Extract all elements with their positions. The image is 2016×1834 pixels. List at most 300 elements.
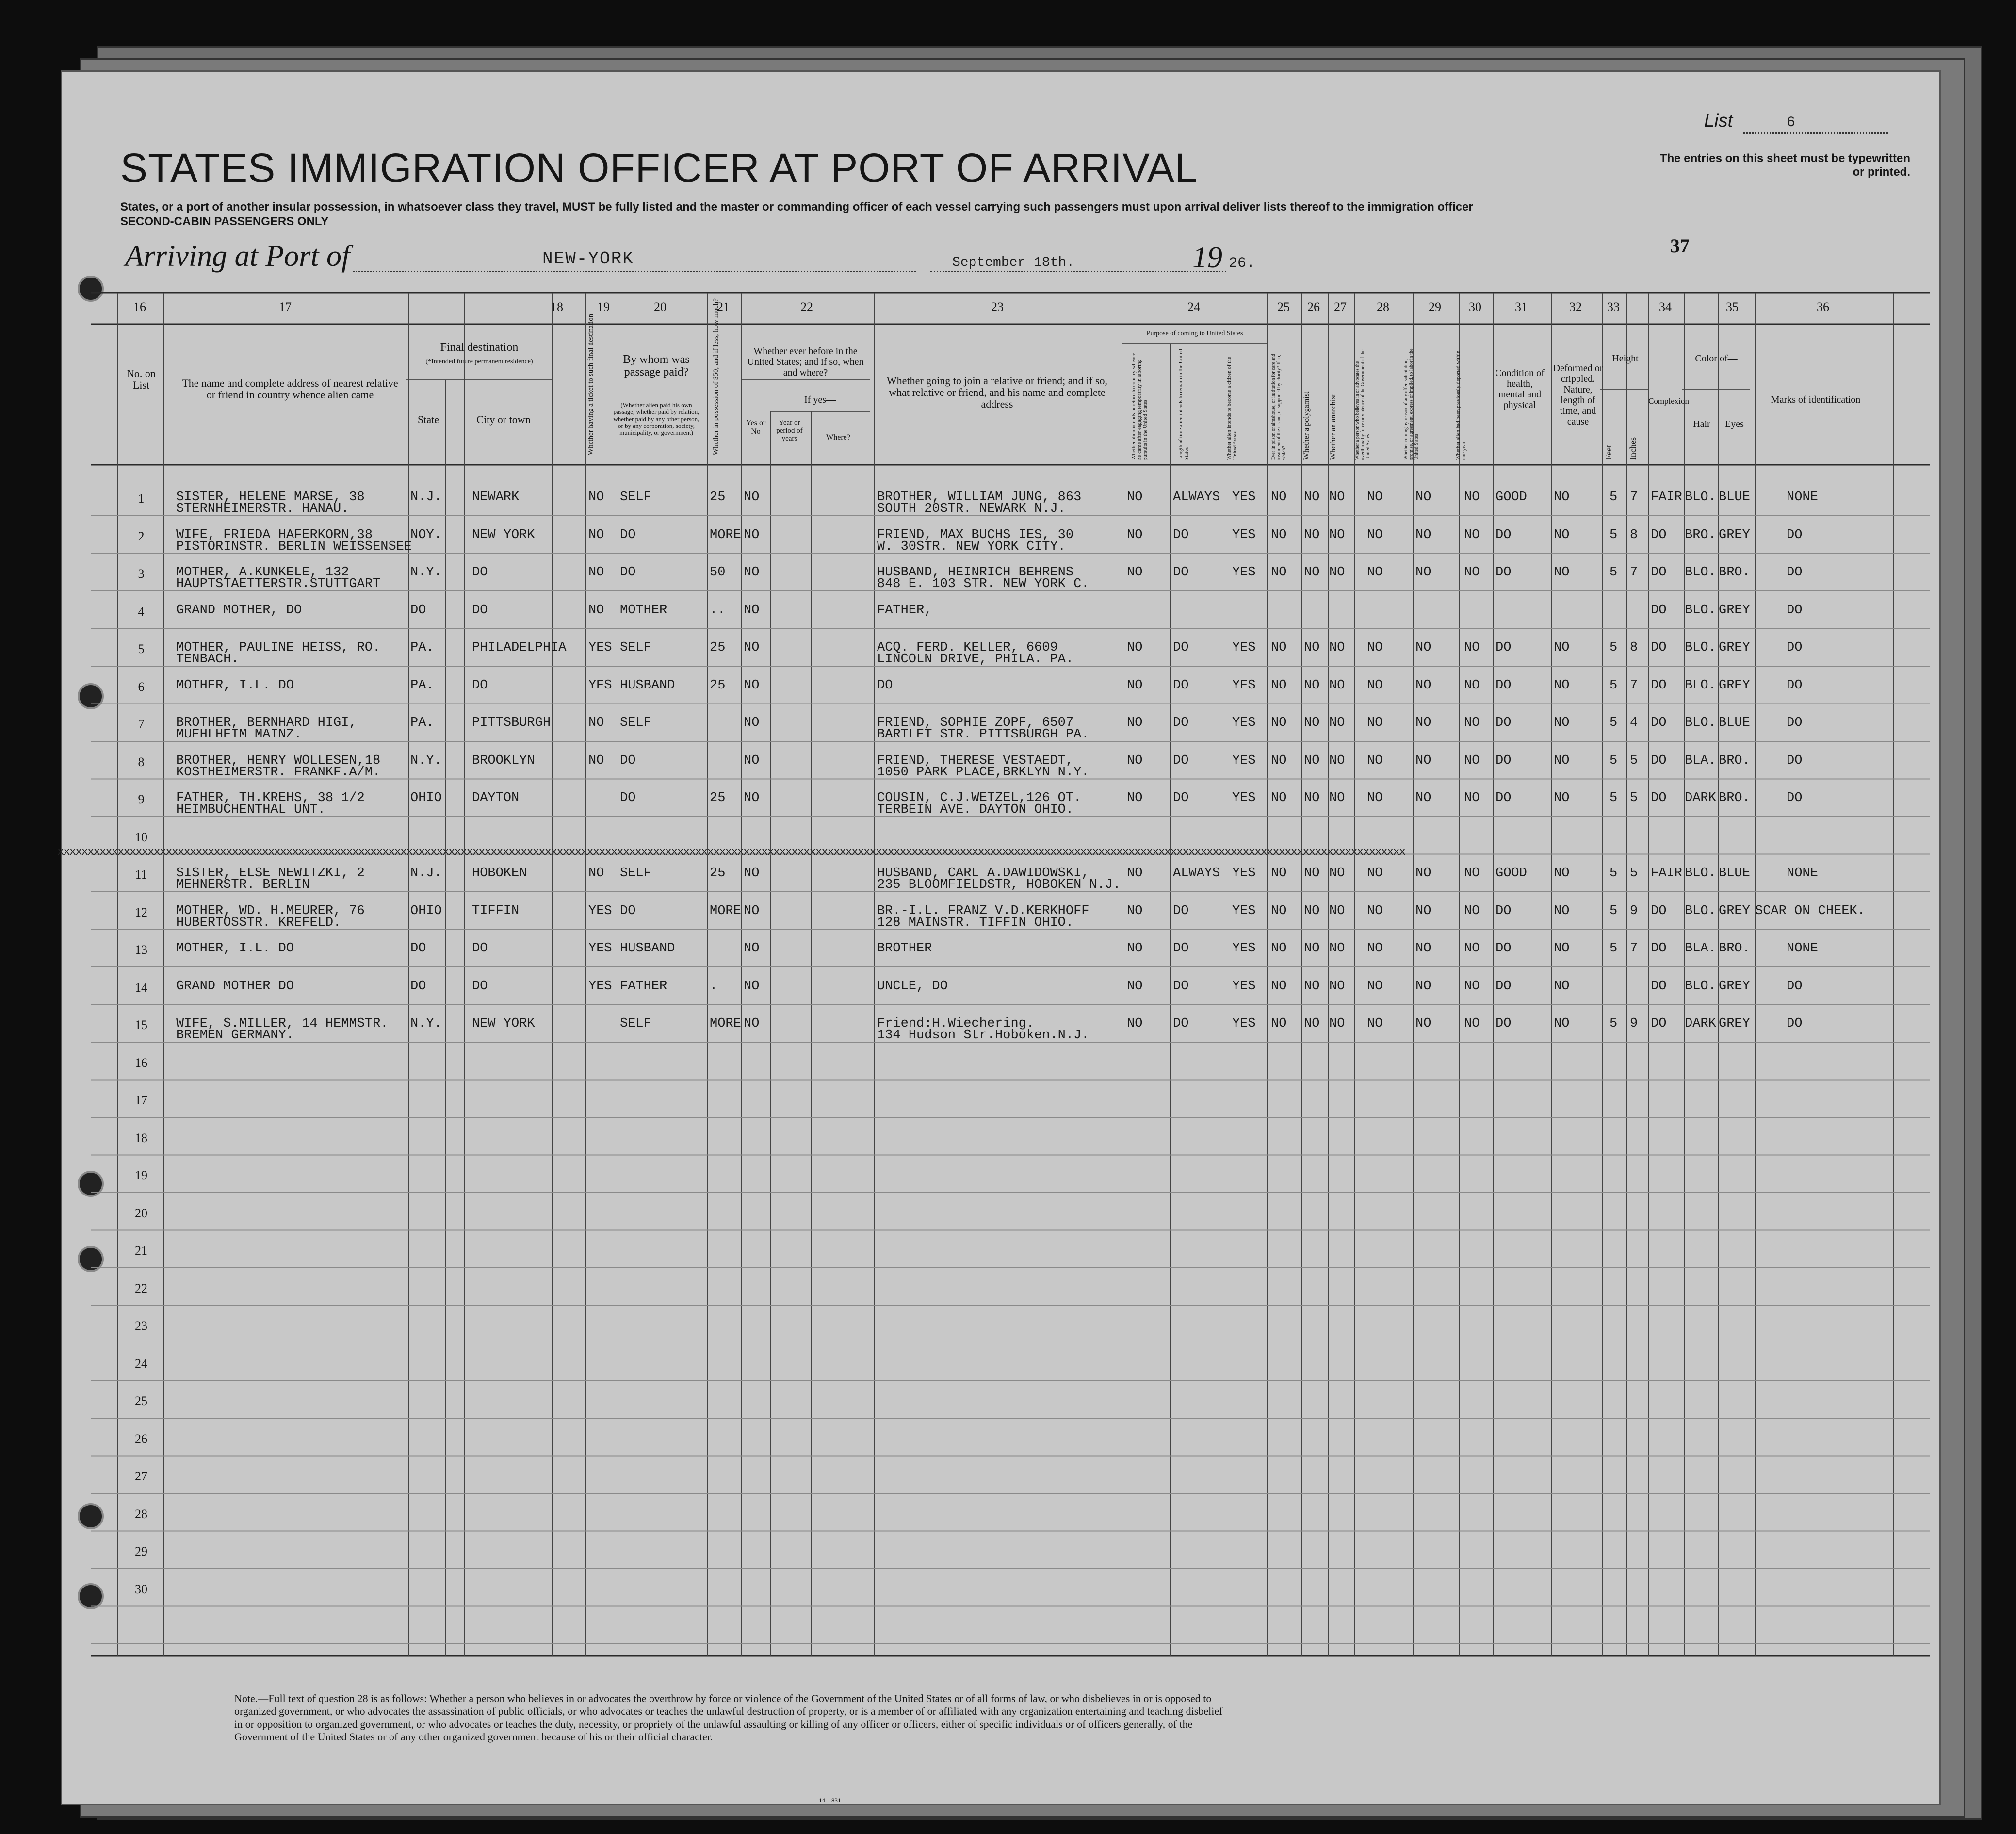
cell-eyes: BLUE <box>1719 716 1750 730</box>
cell-c27: NO <box>1329 903 1345 918</box>
header-final-destination: Final destination <box>440 341 519 354</box>
cell-city1: NEW YORK <box>472 1016 535 1031</box>
cell-hair: BLO. <box>1685 640 1716 655</box>
cell-c30: NO <box>1464 565 1480 580</box>
cell-c26: NO <box>1304 903 1320 918</box>
list-number: 6 <box>1787 115 1796 131</box>
cell-p1: NO <box>1127 565 1143 580</box>
cell-deformed: NO <box>1554 791 1570 805</box>
row-number: 16 <box>135 1055 147 1070</box>
cell-rel1: SISTER, ELSE NEWITZKI, 2 <box>176 866 365 881</box>
cell-feet: 5 <box>1610 903 1618 918</box>
cell-hair: BLO. <box>1685 979 1716 994</box>
column-number: 22 <box>800 300 813 314</box>
cell-hair: BLO. <box>1685 565 1716 580</box>
cell-marks: DO <box>1787 979 1803 994</box>
cell-join2: 1050 PARK PLACE,BRKLYN N.Y. <box>877 765 1089 780</box>
cell-eyes: GREY <box>1719 1016 1750 1031</box>
cell-health: DO <box>1496 979 1512 994</box>
row-number: 6 <box>138 679 145 694</box>
cell-rel2: HAUPTSTAETTERSTR.STUTTGART <box>176 577 381 591</box>
cell-p1: NO <box>1127 979 1143 994</box>
cell-deformed: NO <box>1554 753 1570 768</box>
row-number: 28 <box>135 1506 147 1521</box>
cell-rel1: GRAND MOTHER DO <box>176 979 294 994</box>
cell-paid: HUSBAND <box>620 678 675 693</box>
cell-c27: NO <box>1329 791 1345 805</box>
header-condition: Condition of health, mental and physical <box>1495 368 1545 410</box>
cell-rel1: MOTHER, I.L. DO <box>176 941 294 956</box>
header-height: Height <box>1612 353 1639 364</box>
footnote: Note.—Full text of question 28 is as follows: Whether a person who believes in or advocates the overthrow by force or violence of the Government of the United States or of all forms of law, or who disbelieves in or is opposed to organized government, or who advocates the assassination of public officials, or who advocates or teaches the unlawful destruction of property, or is a member of or affiliated with any organization entertaining and teaching disbelief in or opposition to organized government, or who advocates or teaches the duty, necessity, or propriety of the unlawful assaulting or killing of any officer or officers, either of specific individuals or of officers generally, of the Government of the United States or of any other organized government because of his or their official character. <box>234 1692 1223 1743</box>
cell-p2: ALWAYS <box>1173 490 1220 505</box>
cell-c29: NO <box>1415 490 1431 505</box>
cell-join1: HUSBAND, CARL A.DAWIDOWSKI, <box>877 866 1089 881</box>
cell-p1: NO <box>1127 1016 1143 1031</box>
cell-city1: PHILADELPHIA <box>472 640 567 655</box>
cell-complexion: DO <box>1651 716 1667 730</box>
cell-hair: BLA. <box>1685 941 1716 956</box>
cell-inches: 7 <box>1630 490 1638 505</box>
header-marks: Marks of identification <box>1771 394 1861 405</box>
cell-complexion: DO <box>1651 603 1667 618</box>
header-paid-by-note: (Whether alien paid his own passage, whether paid by relation, whether paid by any other person, or by any corporation, society, municipality, or government) <box>613 401 699 437</box>
cell-p3: YES <box>1232 527 1256 542</box>
cell-c29: NO <box>1415 979 1431 994</box>
cell-health: DO <box>1496 716 1512 730</box>
cell-rel1: SISTER, HELENE MARSE, 38 <box>176 490 365 505</box>
cell-money: .. <box>710 603 726 618</box>
cell-c25: NO <box>1271 903 1287 918</box>
cell-hair: BLO. <box>1685 866 1716 881</box>
row-number: 2 <box>138 529 145 543</box>
cell-c28: NO <box>1367 527 1383 542</box>
cell-p2: DO <box>1173 753 1189 768</box>
cell-rel1: WIFE, FRIEDA HAFERKORN,38 <box>176 527 373 542</box>
cell-complexion: DO <box>1651 979 1667 994</box>
cell-c25: NO <box>1271 490 1287 505</box>
cell-c28: NO <box>1367 716 1383 730</box>
cell-hair: BLA. <box>1685 753 1716 768</box>
cell-paid: DO <box>620 565 636 580</box>
cell-health: DO <box>1496 791 1512 805</box>
row-number: 10 <box>135 830 147 844</box>
struck-out-row-marks: xxxxxxxxxxxxxxxxxxxxxxxxxxxxxxxxxxxxxxxxxxxxxxxxxxxxxxxxxxxxxxxxxxxxxxxxxxxxxxxxxxxxxxxxxxxxxxxxxxxxxxxxxxxxxxxxxxxxxxxxxxxxxxxxxxxxxxxxxxxxxxxxxxxxxxxxxxxxxxxxxxxxxxxxxxxxxxxxxxxxxxxxxxxxxxxxxxxxxxxxxxxxxxxxxxxxxxxxxxxxxxxx <box>57 846 1405 859</box>
header-q30: Whether alien had been previously deported within one year <box>1455 350 1467 460</box>
cell-before: NO <box>744 903 760 918</box>
cell-inches: 5 <box>1630 866 1638 881</box>
cell-p3: YES <box>1232 640 1256 655</box>
cell-deformed: NO <box>1554 941 1570 956</box>
year-suffix: 26. <box>1229 255 1255 272</box>
cell-rel2: HEIMBUCHENTHAL UNT. <box>176 802 325 817</box>
header-prison: Ever in prison or almshouse, or institution for care and treatment of the insane, or supported by charity? If so, which? <box>1271 354 1287 460</box>
cell-money: 25 <box>710 640 726 655</box>
cell-c27: NO <box>1329 527 1345 542</box>
column-number: 28 <box>1377 300 1389 314</box>
row-number: 25 <box>135 1394 147 1408</box>
cell-ticket: YES <box>588 903 612 918</box>
cell-c29: NO <box>1415 791 1431 805</box>
cell-p1: NO <box>1127 678 1143 693</box>
cell-join1: FRIEND, SOPHIE ZOPF, 6507 <box>877 716 1074 730</box>
cell-paid: DO <box>620 527 636 542</box>
cell-p3: YES <box>1232 490 1256 505</box>
cell-c29: NO <box>1415 1016 1431 1031</box>
cell-c29: NO <box>1415 753 1431 768</box>
cell-rel1: BROTHER, BERNHARD HIGI, <box>176 716 357 730</box>
cell-join1: FATHER, <box>877 603 932 618</box>
cell-join1: UNCLE, DO <box>877 979 948 994</box>
cell-city1: NEW YORK <box>472 527 535 542</box>
cell-p2: DO <box>1173 565 1189 580</box>
row-number: 11 <box>135 868 147 882</box>
cell-marks: DO <box>1787 716 1803 730</box>
cell-ticket: YES <box>588 640 612 655</box>
column-number: 36 <box>1817 300 1829 314</box>
cell-before: NO <box>744 603 760 618</box>
header-if-yes: If yes— <box>804 394 836 405</box>
cell-c25: NO <box>1271 791 1287 805</box>
column-number: 32 <box>1569 300 1582 314</box>
cell-eyes: BRO. <box>1719 791 1750 805</box>
column-number: 24 <box>1187 300 1200 314</box>
cell-paid: SELF <box>620 866 651 881</box>
cell-complexion: DO <box>1651 678 1667 693</box>
cell-inches: 7 <box>1630 941 1638 956</box>
cell-deformed: NO <box>1554 527 1570 542</box>
cell-marks: DO <box>1787 565 1803 580</box>
cell-p2: DO <box>1173 527 1189 542</box>
header-complexion: Complexion <box>1648 396 1690 406</box>
header-feet: Feet <box>1604 445 1613 460</box>
column-number: 20 <box>654 300 667 314</box>
cell-c25: NO <box>1271 979 1287 994</box>
cell-p3: YES <box>1232 565 1256 580</box>
cell-marks: NONE <box>1787 490 1818 505</box>
cell-c26: NO <box>1304 678 1320 693</box>
column-number: 17 <box>279 300 292 314</box>
cell-hair: BRO. <box>1685 527 1716 542</box>
cell-ticket: NO <box>588 716 604 730</box>
cell-inches: 4 <box>1630 716 1638 730</box>
cell-money: 25 <box>710 866 726 881</box>
header-purpose-a: Whether alien intends to return to country whence he came after engaging temporarily in laboring pursuits in the United States <box>1131 353 1148 460</box>
row-number: 12 <box>135 905 147 919</box>
cell-join1: COUSIN, C.J.WETZEL,126 OT. <box>877 791 1082 805</box>
header-money: Whether in possession of $50, and if less, how much? <box>712 298 720 455</box>
cell-c25: NO <box>1271 716 1287 730</box>
cell-ticket: NO <box>588 527 604 542</box>
cell-rel2: MEHNERSTR. BERLIN <box>176 878 310 892</box>
header-city: City or town <box>476 413 531 426</box>
cell-money: 50 <box>710 565 726 580</box>
cell-join2: 848 E. 103 STR. NEW YORK C. <box>877 577 1089 591</box>
cell-money: MORE <box>710 527 741 542</box>
row-number: 19 <box>135 1168 147 1182</box>
cell-health: DO <box>1496 753 1512 768</box>
cell-p1: NO <box>1127 527 1143 542</box>
cell-eyes: BLUE <box>1719 866 1750 881</box>
cell-eyes: GREY <box>1719 979 1750 994</box>
cell-city1: DO <box>472 678 488 693</box>
cell-feet: 5 <box>1610 1016 1618 1031</box>
row-number: 17 <box>135 1093 147 1107</box>
cell-c29: NO <box>1415 640 1431 655</box>
cell-health: DO <box>1496 1016 1512 1031</box>
cell-state: PA. <box>410 640 434 655</box>
cell-feet: 5 <box>1610 640 1618 655</box>
cell-eyes: BRO. <box>1719 565 1750 580</box>
cell-c26: NO <box>1304 866 1320 881</box>
cell-paid: MOTHER <box>620 603 667 618</box>
cell-feet: 5 <box>1610 941 1618 956</box>
cell-join1: FRIEND, THERESE VESTAEDT, <box>877 753 1074 768</box>
cell-feet: 5 <box>1610 678 1618 693</box>
header-where: Where? <box>826 433 850 442</box>
cell-before: NO <box>744 716 760 730</box>
header-polygamist: Whether a polygamist <box>1302 391 1311 460</box>
cell-city1: DAYTON <box>472 791 520 805</box>
cell-state: DO <box>410 941 426 956</box>
cell-eyes: GREY <box>1719 527 1750 542</box>
cell-state: OHIO <box>410 791 442 805</box>
cell-complexion: DO <box>1651 903 1667 918</box>
cell-p1: NO <box>1127 716 1143 730</box>
cell-state: PA. <box>410 678 434 693</box>
header-final-destination-note: (*Intended future permanent residence) <box>425 358 533 365</box>
cell-marks: NONE <box>1787 941 1818 956</box>
cell-c29: NO <box>1415 903 1431 918</box>
cell-complexion: DO <box>1651 527 1667 542</box>
cell-rel1: MOTHER, A.KUNKELE, 132 <box>176 565 349 580</box>
cell-p2: DO <box>1173 678 1189 693</box>
cell-p1: NO <box>1127 490 1143 505</box>
cell-join1: ACQ. FERD. KELLER, 6609 <box>877 640 1058 655</box>
row-number: 22 <box>135 1281 147 1295</box>
cell-c29: NO <box>1415 565 1431 580</box>
header-q28: Whether a person who believes in or advocates the overthrow by force or violence of the Government of the United States <box>1355 349 1371 460</box>
cell-before: NO <box>744 565 760 580</box>
cell-ticket: NO <box>588 565 604 580</box>
cell-money: 25 <box>710 791 726 805</box>
cell-hair: BLO. <box>1685 716 1716 730</box>
cell-p2: DO <box>1173 791 1189 805</box>
cell-inches: 9 <box>1630 903 1638 918</box>
cell-p3: YES <box>1232 979 1256 994</box>
cell-ticket: YES <box>588 979 612 994</box>
cell-city1: NEWARK <box>472 490 520 505</box>
cell-c29: NO <box>1415 941 1431 956</box>
cell-state: NOY. <box>410 527 442 542</box>
cell-eyes: GREY <box>1719 903 1750 918</box>
cell-ticket: NO <box>588 490 604 505</box>
cell-c27: NO <box>1329 1016 1345 1031</box>
cell-paid: FATHER <box>620 979 667 994</box>
cell-city1: DO <box>472 979 488 994</box>
year-prefix: 19 <box>1192 241 1222 274</box>
row-number: 1 <box>138 491 145 506</box>
cell-hair: DARK <box>1685 1016 1716 1031</box>
row-number: 20 <box>135 1206 147 1220</box>
row-number: 27 <box>135 1469 147 1483</box>
cell-eyes: GREY <box>1719 640 1750 655</box>
row-number: 21 <box>135 1244 147 1258</box>
cell-eyes: GREY <box>1719 603 1750 618</box>
cell-join2: LINCOLN DRIVE, PHILA. PA. <box>877 652 1074 667</box>
cell-c26: NO <box>1304 753 1320 768</box>
cell-p1: NO <box>1127 941 1143 956</box>
header-ticket: Whether having a ticket to such final destination <box>587 313 595 455</box>
cell-rel1: BROTHER, HENRY WOLLESEN,18 <box>176 753 381 768</box>
cell-c30: NO <box>1464 903 1480 918</box>
cell-c27: NO <box>1329 979 1345 994</box>
cell-deformed: NO <box>1554 979 1570 994</box>
cell-state: N.J. <box>410 490 442 505</box>
cell-ticket: YES <box>588 941 612 956</box>
column-number: 25 <box>1277 300 1290 314</box>
cell-state: DO <box>410 979 426 994</box>
cell-feet: 5 <box>1610 716 1618 730</box>
cell-complexion: DO <box>1651 640 1667 655</box>
typewritten-note: The entries on this sheet must be typewritten or printed. <box>1659 152 1910 179</box>
cell-p3: YES <box>1232 678 1256 693</box>
cell-c26: NO <box>1304 716 1320 730</box>
cell-rel1: MOTHER, WD. H.MEURER, 76 <box>176 903 365 918</box>
cell-paid: SELF <box>620 640 651 655</box>
cell-marks: DO <box>1787 678 1803 693</box>
cell-rel2: BREMEN GERMANY. <box>176 1028 294 1043</box>
cell-p3: YES <box>1232 791 1256 805</box>
cell-money: MORE <box>710 903 741 918</box>
cell-c30: NO <box>1464 490 1480 505</box>
cell-hair: BLO. <box>1685 603 1716 618</box>
column-number: 34 <box>1659 300 1672 314</box>
column-number: 21 <box>717 300 730 314</box>
cell-c30: NO <box>1464 979 1480 994</box>
cell-c29: NO <box>1415 527 1431 542</box>
page-subtitle: States, or a port of another insular possession, in whatsoever class they travel, MUST be fully listed and the master or commanding officer of each vessel carrying such passengers must upon arrival deliver lists thereof to the immigration officer <box>120 200 1473 213</box>
cell-join1: BR.-I.L. FRANZ V.D.KERKHOFF <box>877 903 1089 918</box>
cell-paid: HUSBAND <box>620 941 675 956</box>
cell-before: NO <box>744 678 760 693</box>
cell-before: NO <box>744 979 760 994</box>
header-yes-or-no: Yes or No <box>746 419 766 436</box>
form-code: 14—831 <box>819 1797 841 1804</box>
cell-feet: 5 <box>1610 565 1618 580</box>
cell-c29: NO <box>1415 716 1431 730</box>
cell-marks: SCAR ON CHEEK. <box>1755 903 1865 918</box>
cell-c30: NO <box>1464 941 1480 956</box>
cell-state: N.Y. <box>410 565 442 580</box>
header-anarchist: Whether an anarchist <box>1329 394 1337 460</box>
cell-c27: NO <box>1329 565 1345 580</box>
cell-c25: NO <box>1271 753 1287 768</box>
cell-ticket: NO <box>588 603 604 618</box>
cell-inches: 8 <box>1630 640 1638 655</box>
row-number: 3 <box>138 567 145 581</box>
cell-join1: BROTHER <box>877 941 932 956</box>
cell-join2: 134 Hudson Str.Hoboken.N.J. <box>877 1028 1089 1043</box>
cell-c30: NO <box>1464 753 1480 768</box>
cell-p3: YES <box>1232 1016 1256 1031</box>
cell-before: NO <box>744 941 760 956</box>
column-number: 23 <box>991 300 1004 314</box>
cell-c25: NO <box>1271 678 1287 693</box>
row-number: 18 <box>135 1130 147 1145</box>
row-number: 24 <box>135 1356 147 1371</box>
column-number: 16 <box>133 300 146 314</box>
cell-c27: NO <box>1329 490 1345 505</box>
cell-city1: TIFFIN <box>472 903 520 918</box>
cell-hair: BLO. <box>1685 490 1716 505</box>
cell-hair: DARK <box>1685 791 1716 805</box>
cell-rel1: WIFE, S.MILLER, 14 HEMMSTR. <box>176 1016 389 1031</box>
cell-c27: NO <box>1329 941 1345 956</box>
cell-deformed: NO <box>1554 1016 1570 1031</box>
cell-state: N.Y. <box>410 1016 442 1031</box>
header-deformed: Deformed or crippled. Nature, length of time, and cause <box>1553 363 1603 427</box>
column-number: 29 <box>1429 300 1441 314</box>
header-years: Year or period of years <box>776 419 803 442</box>
column-number: 26 <box>1307 300 1320 314</box>
cell-c28: NO <box>1367 979 1383 994</box>
cell-c26: NO <box>1304 640 1320 655</box>
cell-before: NO <box>744 640 760 655</box>
row-number: 13 <box>135 943 147 957</box>
cell-marks: DO <box>1787 527 1803 542</box>
cell-before: NO <box>744 527 760 542</box>
cell-c28: NO <box>1367 1016 1383 1031</box>
arriving-label: Arriving at Port of <box>125 240 350 273</box>
cell-join2: BARTLET STR. PITTSBURGH PA. <box>877 727 1089 742</box>
cell-p2: DO <box>1173 716 1189 730</box>
cell-complexion: DO <box>1651 941 1667 956</box>
cell-p2: DO <box>1173 903 1189 918</box>
cell-deformed: NO <box>1554 490 1570 505</box>
cell-eyes: BLUE <box>1719 490 1750 505</box>
row-number: 5 <box>138 642 145 656</box>
cell-c29: NO <box>1415 678 1431 693</box>
cell-c25: NO <box>1271 565 1287 580</box>
cell-marks: DO <box>1787 603 1803 618</box>
cell-health: DO <box>1496 527 1512 542</box>
cell-c25: NO <box>1271 640 1287 655</box>
cell-deformed: NO <box>1554 866 1570 881</box>
cell-c30: NO <box>1464 678 1480 693</box>
cell-c28: NO <box>1367 640 1383 655</box>
cell-join2: TERBEIN AVE. DAYTON OHIO. <box>877 802 1074 817</box>
cell-join1: Friend:H.Wiechering. <box>877 1016 1035 1031</box>
cell-deformed: NO <box>1554 903 1570 918</box>
cell-rel1: MOTHER, PAULINE HEISS, RO. <box>176 640 381 655</box>
header-purpose-c: Whether alien intends to become a citizen of the United States <box>1226 357 1238 460</box>
sheet-number: 37 <box>1670 235 1690 257</box>
cell-rel2: TENBACH. <box>176 652 239 667</box>
cell-health: DO <box>1496 941 1512 956</box>
cell-rel2: STERNHEIMERSTR. HANAU. <box>176 502 349 516</box>
cell-inches: 5 <box>1630 791 1638 805</box>
cell-rel2: MUEHLHEIM MAINZ. <box>176 727 302 742</box>
row-number: 4 <box>138 604 145 619</box>
cell-c27: NO <box>1329 866 1345 881</box>
cell-rel1: FATHER, TH.KREHS, 38 1/2 <box>176 791 365 805</box>
cell-join1: FRIEND, MAX BUCHS IES, 30 <box>877 527 1074 542</box>
cell-money: MORE <box>710 1016 741 1031</box>
cell-marks: DO <box>1787 640 1803 655</box>
cell-c28: NO <box>1367 753 1383 768</box>
row-number: 29 <box>135 1544 147 1558</box>
